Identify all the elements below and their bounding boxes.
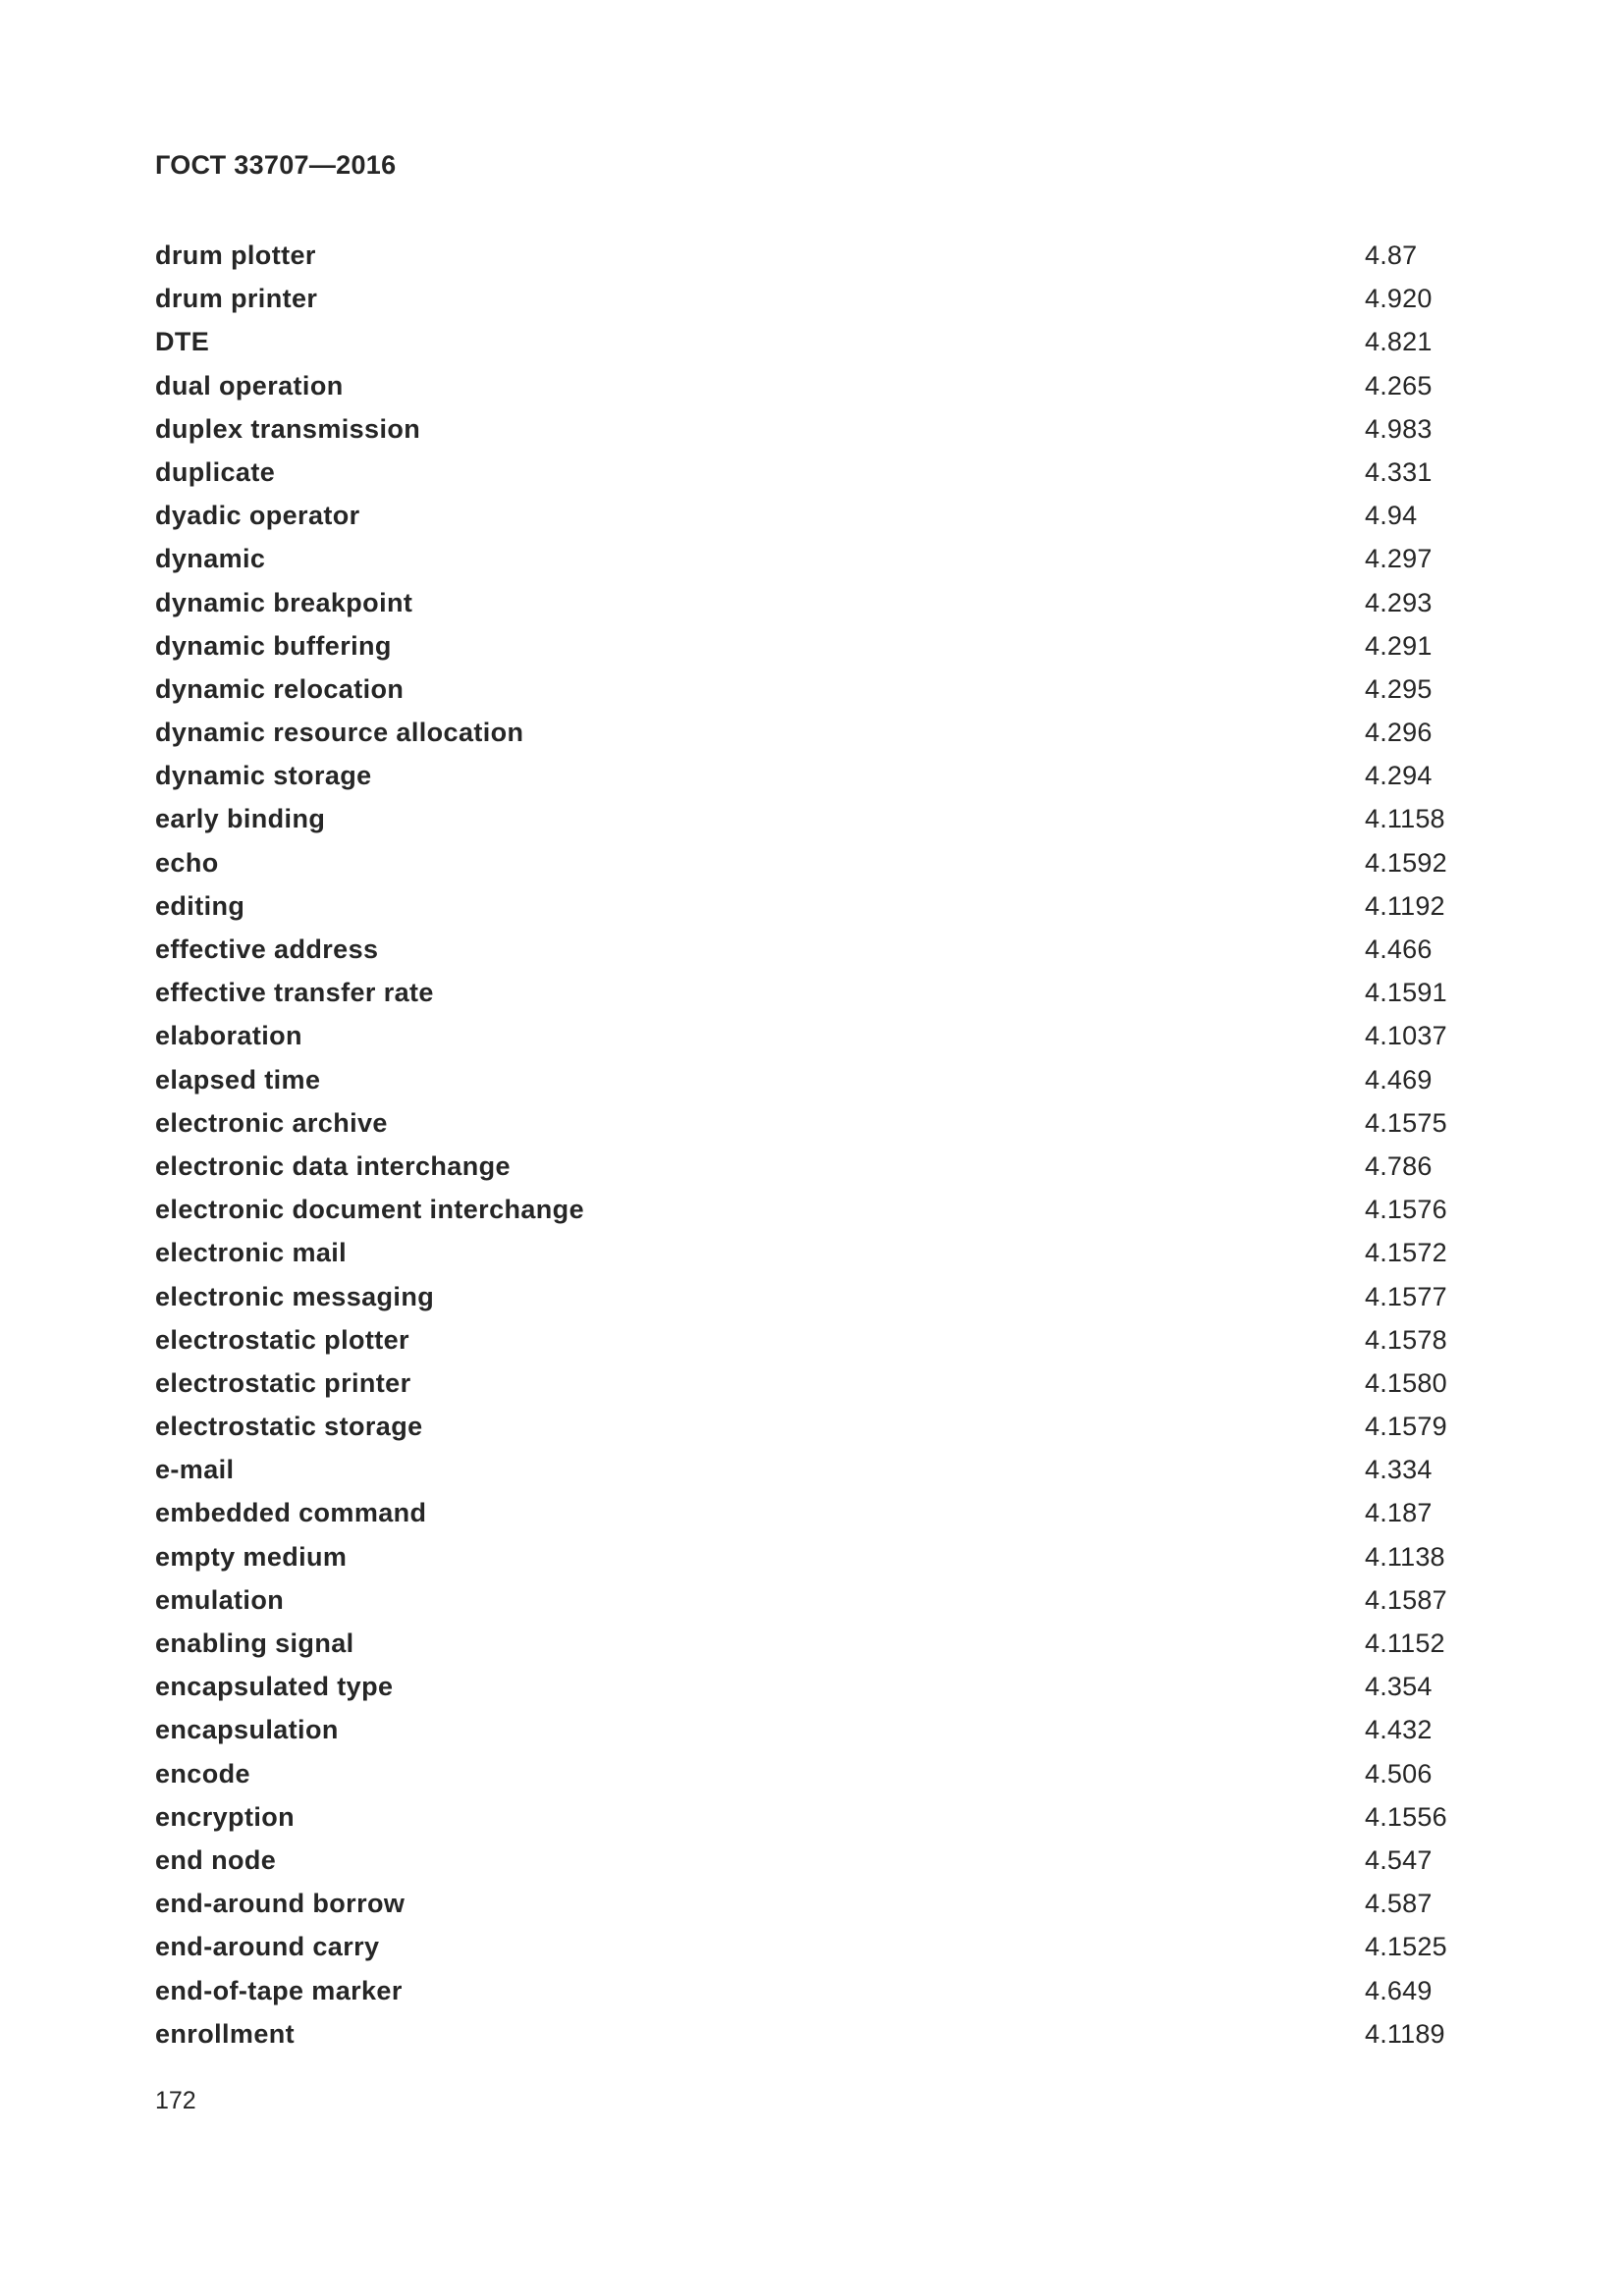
index-term: end-around carry bbox=[155, 1932, 380, 1962]
index-term: effective address bbox=[155, 934, 379, 964]
index-entry bbox=[155, 626, 1471, 669]
index-reference-number: 4.331 bbox=[1365, 456, 1433, 487]
index-term: electronic messaging bbox=[155, 1281, 435, 1311]
index-reference-number: 4.587 bbox=[1365, 1889, 1433, 1919]
index-reference-number: 4.334 bbox=[1365, 1455, 1433, 1485]
index-reference-number: 4.354 bbox=[1365, 1672, 1433, 1702]
index-reference-number: 4.1556 bbox=[1365, 1801, 1447, 1832]
index-entry bbox=[155, 1841, 1471, 1884]
index-reference-number: 4.1587 bbox=[1365, 1584, 1447, 1615]
index-reference-number: 4.295 bbox=[1365, 673, 1433, 704]
index-entry bbox=[155, 583, 1471, 626]
index-entry-list bbox=[155, 236, 1471, 2057]
index-term: embedded command bbox=[155, 1498, 427, 1528]
index-reference-number: 4.1189 bbox=[1365, 2018, 1445, 2049]
index-entry bbox=[155, 322, 1471, 365]
index-reference-number: 4.466 bbox=[1365, 934, 1433, 964]
index-entry bbox=[155, 1624, 1471, 1667]
index-reference-number: 4.1158 bbox=[1365, 804, 1445, 834]
index-term: early binding bbox=[155, 804, 326, 834]
index-reference-number: 4.1525 bbox=[1365, 1932, 1447, 1962]
index-entry bbox=[155, 713, 1471, 756]
index-term: electronic mail bbox=[155, 1238, 348, 1268]
index-reference-number: 4.87 bbox=[1365, 240, 1418, 270]
index-entry bbox=[155, 1103, 1471, 1147]
index-reference-number: 4.1572 bbox=[1365, 1238, 1447, 1268]
index-reference-number: 4.293 bbox=[1365, 587, 1433, 617]
index-entry bbox=[155, 1884, 1471, 1927]
index-reference-number: 4.469 bbox=[1365, 1064, 1433, 1095]
index-term: electronic document interchange bbox=[155, 1195, 584, 1225]
index-entry bbox=[155, 1710, 1471, 1753]
index-term: echo bbox=[155, 847, 219, 878]
index-term: electrostatic plotter bbox=[155, 1324, 409, 1355]
index-reference-number: 4.291 bbox=[1365, 630, 1433, 661]
index-entry bbox=[155, 1971, 1471, 2014]
index-entry bbox=[155, 1277, 1471, 1320]
index-entry bbox=[155, 2014, 1471, 2057]
index-entry bbox=[155, 1450, 1471, 1493]
index-reference-number: 4.1578 bbox=[1365, 1324, 1447, 1355]
index-term: electrostatic printer bbox=[155, 1367, 411, 1398]
index-entry bbox=[155, 669, 1471, 713]
index-term: DTE bbox=[155, 327, 210, 357]
index-reference-number: 4.821 bbox=[1365, 327, 1433, 357]
index-entry bbox=[155, 1493, 1471, 1536]
index-entry bbox=[155, 409, 1471, 453]
index-entry bbox=[155, 1537, 1471, 1580]
index-entry bbox=[155, 1363, 1471, 1407]
index-reference-number: 4.920 bbox=[1365, 284, 1433, 314]
index-entry bbox=[155, 1667, 1471, 1710]
index-entry bbox=[155, 539, 1471, 582]
index-term: elaboration bbox=[155, 1021, 302, 1051]
index-reference-number: 4.1576 bbox=[1365, 1195, 1447, 1225]
page-number: 172 bbox=[155, 2087, 196, 2114]
index-entry bbox=[155, 1060, 1471, 1103]
index-reference-number: 4.1592 bbox=[1365, 847, 1447, 878]
index-entry bbox=[155, 843, 1471, 886]
index-term: dynamic breakpoint bbox=[155, 587, 413, 617]
index-term: encode bbox=[155, 1758, 250, 1789]
index-reference-number: 4.294 bbox=[1365, 761, 1433, 791]
index-term: drum plotter bbox=[155, 240, 316, 270]
index-term: dynamic resource allocation bbox=[155, 718, 524, 748]
index-term: encapsulation bbox=[155, 1715, 339, 1745]
index-entry bbox=[155, 756, 1471, 799]
index-reference-number: 4.1579 bbox=[1365, 1412, 1447, 1442]
index-term: electronic data interchange bbox=[155, 1150, 511, 1181]
index-term: end-of-tape marker bbox=[155, 1975, 403, 2005]
index-entry bbox=[155, 1407, 1471, 1450]
index-term: dynamic buffering bbox=[155, 630, 392, 661]
index-term: dynamic relocation bbox=[155, 673, 405, 704]
index-reference-number: 4.1575 bbox=[1365, 1107, 1447, 1138]
index-term: enabling signal bbox=[155, 1629, 354, 1658]
index-reference-number: 4.1138 bbox=[1365, 1541, 1445, 1572]
index-term: enrollment bbox=[155, 2018, 296, 2049]
index-entry bbox=[155, 1147, 1471, 1190]
index-term: duplex transmission bbox=[155, 413, 421, 444]
index-reference-number: 4.265 bbox=[1365, 370, 1433, 400]
index-reference-number: 4.1037 bbox=[1365, 1021, 1447, 1051]
index-entry bbox=[155, 1190, 1471, 1233]
index-entry bbox=[155, 1797, 1471, 1841]
index-entry bbox=[155, 1233, 1471, 1276]
index-term: dynamic bbox=[155, 544, 266, 574]
index-term: end node bbox=[155, 1844, 277, 1875]
index-entry bbox=[155, 930, 1471, 973]
index-term: electronic archive bbox=[155, 1107, 388, 1138]
index-reference-number: 4.506 bbox=[1365, 1758, 1433, 1789]
index-term: dynamic storage bbox=[155, 761, 372, 791]
index-term: end-around borrow bbox=[155, 1889, 406, 1919]
index-term: encryption bbox=[155, 1801, 296, 1832]
index-term: electrostatic storage bbox=[155, 1412, 423, 1442]
index-entry bbox=[155, 1320, 1471, 1363]
index-reference-number: 4.432 bbox=[1365, 1715, 1433, 1745]
index-entry bbox=[155, 279, 1471, 322]
index-reference-number: 4.1152 bbox=[1365, 1629, 1445, 1658]
index-entry bbox=[155, 973, 1471, 1016]
index-reference-number: 4.1192 bbox=[1365, 890, 1445, 921]
index-reference-number: 4.1577 bbox=[1365, 1281, 1447, 1311]
index-term: editing bbox=[155, 890, 245, 921]
index-entry bbox=[155, 366, 1471, 409]
index-term: empty medium bbox=[155, 1541, 348, 1572]
index-entry bbox=[155, 1016, 1471, 1059]
index-reference-number: 4.296 bbox=[1365, 718, 1433, 748]
index-entry bbox=[155, 496, 1471, 539]
index-reference-number: 4.547 bbox=[1365, 1844, 1433, 1875]
page-header-standard: ГОСТ 33707—2016 bbox=[155, 150, 397, 180]
index-reference-number: 4.1580 bbox=[1365, 1367, 1447, 1398]
index-reference-number: 4.983 bbox=[1365, 413, 1433, 444]
index-entry bbox=[155, 1580, 1471, 1624]
index-entry bbox=[155, 1927, 1471, 1970]
index-term: effective transfer rate bbox=[155, 978, 434, 1008]
index-term: emulation bbox=[155, 1584, 285, 1615]
index-reference-number: 4.94 bbox=[1365, 501, 1418, 531]
index-reference-number: 4.297 bbox=[1365, 544, 1433, 574]
index-reference-number: 4.1591 bbox=[1365, 978, 1447, 1008]
index-reference-number: 4.187 bbox=[1365, 1498, 1433, 1528]
index-entry bbox=[155, 1754, 1471, 1797]
index-term: encapsulated type bbox=[155, 1672, 394, 1702]
index-entry bbox=[155, 236, 1471, 279]
index-entry bbox=[155, 453, 1471, 496]
index-reference-number: 4.649 bbox=[1365, 1975, 1433, 2005]
index-term: dual operation bbox=[155, 370, 344, 400]
index-term: elapsed time bbox=[155, 1064, 321, 1095]
index-entry bbox=[155, 799, 1471, 842]
index-term: e-mail bbox=[155, 1455, 235, 1485]
index-entry bbox=[155, 886, 1471, 930]
index-reference-number: 4.786 bbox=[1365, 1150, 1433, 1181]
index-term: dyadic operator bbox=[155, 501, 360, 531]
index-term: duplicate bbox=[155, 456, 276, 487]
index-term: drum printer bbox=[155, 284, 318, 314]
